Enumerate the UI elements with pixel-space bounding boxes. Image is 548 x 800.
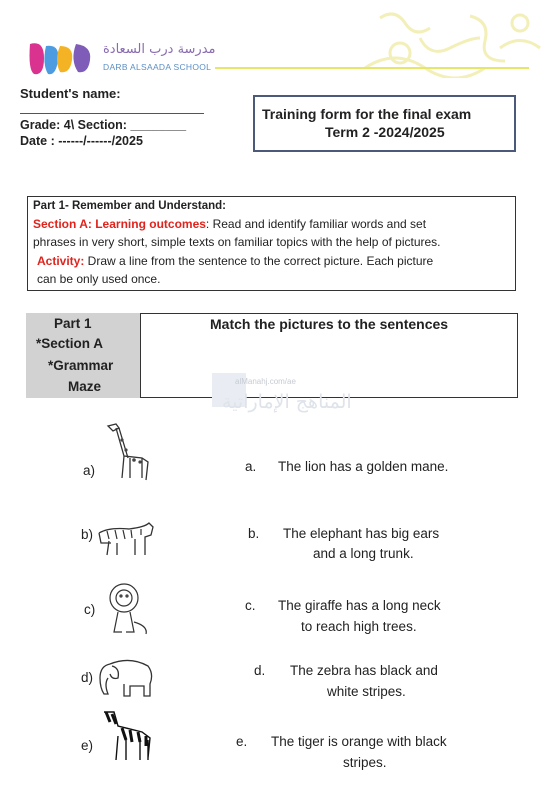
- part-label: Part 1: [54, 316, 92, 331]
- school-logo: [28, 40, 94, 76]
- sentence-c-line2: to reach high trees.: [301, 619, 417, 634]
- learning-outcomes-line: [33, 217, 426, 231]
- activity-label: Activity:: [37, 254, 85, 268]
- header-divider: [215, 67, 529, 69]
- section-label: *Section A: [36, 336, 104, 351]
- grade-section-label: Grade: 4\ Section: ________: [20, 118, 187, 132]
- activity-line-2: can be only used once.: [37, 272, 161, 286]
- activity-line: [37, 254, 433, 268]
- sentence-letter-e: e.: [236, 734, 248, 749]
- picture-letter-a: a): [83, 463, 96, 478]
- grammar-label: *Grammar: [48, 358, 114, 373]
- tiger-icon: [95, 521, 157, 557]
- match-title: Match the pictures to the sentences: [210, 316, 449, 332]
- sentence-d-line2: white stripes.: [327, 684, 406, 699]
- maze-label: Maze: [68, 379, 102, 394]
- zebra-icon: [96, 708, 158, 766]
- learning-outcomes-line-2: phrases in very short, simple texts on familiar topics with the help of pictures.: [33, 235, 441, 249]
- lion-icon: [104, 582, 152, 636]
- picture-letter-e: e): [81, 738, 94, 753]
- section-a-label: Section A: Learning outcomes: [33, 217, 206, 231]
- giraffe-icon: [100, 420, 156, 482]
- exam-term: Term 2 -2024/2025: [325, 124, 445, 140]
- part-heading: Part 1- Remember and Understand:: [33, 200, 226, 212]
- school-name-english: DARB ALSAADA SCHOOL: [103, 62, 212, 72]
- sentence-b-line2: and a long trunk.: [313, 546, 414, 561]
- sentence-letter-a: a.: [245, 459, 257, 474]
- section-a-text: : Read and identify familiar words and set: [205, 217, 427, 231]
- sentence-a: The lion has a golden mane.: [278, 459, 449, 474]
- sentence-letter-c: c.: [245, 598, 256, 613]
- activity-text: Draw a line from the sentence to the correct picture. Each picture: [84, 254, 434, 268]
- watermark-text: المناهج الإماراتية: [222, 391, 352, 413]
- sentence-d-line1: The zebra has black and: [290, 663, 438, 678]
- picture-letter-d: d): [81, 670, 94, 685]
- sentence-letter-d: d.: [254, 663, 266, 678]
- watermark-url: alManahj.com/ae: [235, 377, 296, 386]
- sentence-c-line1: The giraffe has a long neck: [278, 598, 441, 613]
- elephant-icon: [96, 656, 156, 698]
- school-name-arabic: مدرسة درب السعادة: [103, 42, 216, 57]
- sentence-e-line1: The tiger is orange with black: [271, 734, 447, 749]
- student-name-line: [20, 113, 204, 114]
- sentence-e-line2: stripes.: [343, 755, 387, 770]
- student-name-label: Student's name:: [20, 86, 121, 101]
- picture-letter-b: b): [81, 527, 94, 542]
- sentence-letter-b: b.: [248, 526, 260, 541]
- exam-title: Training form for the final exam: [262, 106, 472, 122]
- sentence-b-line1: The elephant has big ears: [283, 526, 440, 541]
- date-label: Date : ------/------/2025: [20, 134, 143, 148]
- picture-letter-c: c): [84, 602, 96, 617]
